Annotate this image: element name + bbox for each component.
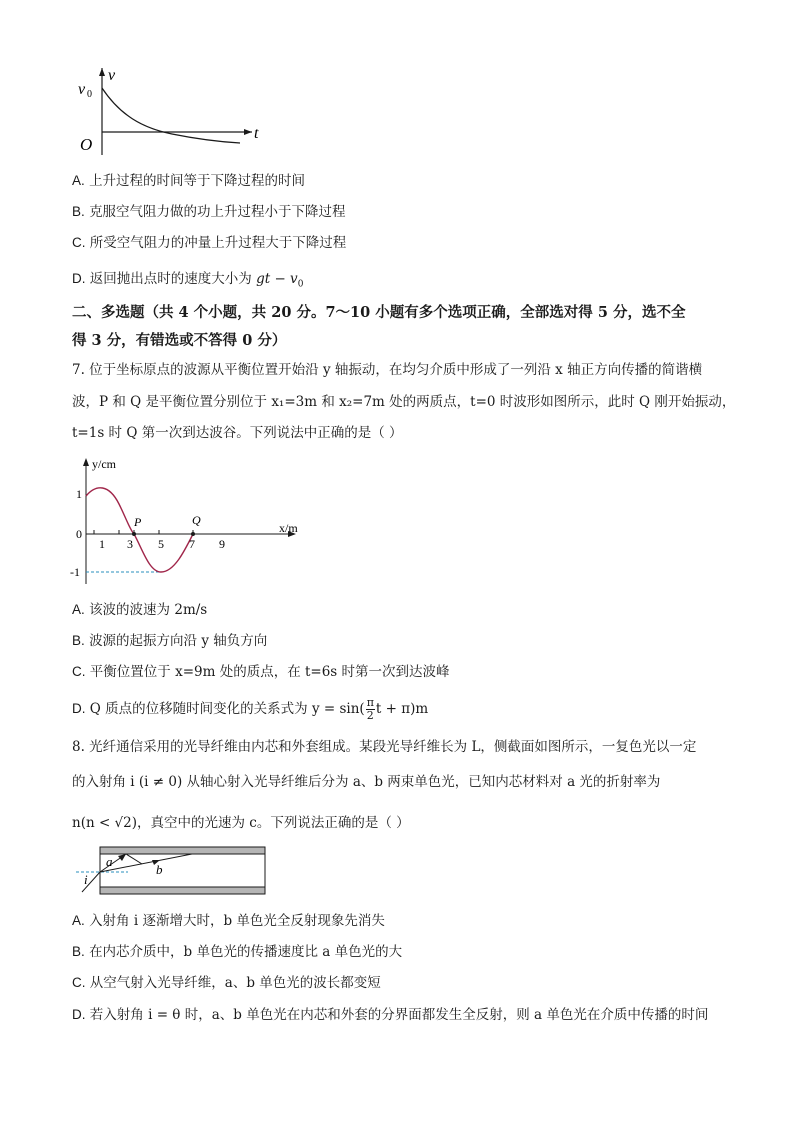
incident-angle-label: i <box>84 872 88 887</box>
q7-stem-line2: 波，P 和 Q 是平衡位置分别位于 x₁=3m 和 x₂=7m 处的两质点，t=0 时波形如图所示，此时 Q 刚开始振动， <box>72 394 736 410</box>
q6-option-d: D. 返回抛出点时的速度大小为 gt − $v_0$ <box>72 271 304 290</box>
q7-stem-line3: t=1s 时 Q 第一次到达波谷。下列说法中正确的是（ ） <box>72 425 403 441</box>
q-label: Q <box>192 513 201 527</box>
p-label: P <box>134 515 142 529</box>
q7-option-b: B. 波源的起振方向沿 y 轴负方向 <box>72 633 268 649</box>
a-ray-label: a <box>106 854 113 869</box>
q8-stem-line2: 的入射角 i (i ≠ 0) 从轴心射入光导纤维后分为 a、b 两束单色光，已知内芯材料对 a 光的折射率为 <box>72 774 661 790</box>
v0-subscript: 0 <box>87 89 92 100</box>
section-heading-line1: 二、多选题（共 4 个小题，共 20 分。7～10 小题有多个选项正确，全部选对得 5 分，选不全 <box>72 304 686 321</box>
q6-option-c: C. 所受空气阻力的冲量上升过程大于下降过程 <box>72 235 347 251</box>
y-axis-label: y/cm <box>92 457 116 471</box>
q7-option-a: A. 该波的波速为 2m/s <box>72 602 208 618</box>
q7-option-d: D. Q 质点的位移随时间变化的关系式为 y = sin( $\frac{\pi}{2}$ t + π)m <box>72 696 429 722</box>
v-axis-label: v <box>108 67 116 84</box>
x-tick-3: 3 <box>127 537 133 551</box>
q7-stem-line1: 7. 位于坐标原点的波源从平衡位置开始沿 y 轴振动，在均匀介质中形成了一列沿 x 轴正方向传播的简谐横 <box>72 362 703 378</box>
x-tick-9: 9 <box>219 537 225 551</box>
q8-option-b: B. 在内芯介质中，b 单色光的传播速度比 a 单色光的大 <box>72 944 403 960</box>
y-tick-1: 1 <box>76 487 82 501</box>
q8-option-a: A. 入射角 i 逐渐增大时，b 单色光全反射现象先消失 <box>72 913 385 929</box>
optical-fiber-diagram <box>72 842 272 900</box>
t-axis-label: t <box>254 125 259 142</box>
b-ray-label: b <box>156 862 163 877</box>
q8-stem-line1: 8. 光纤通信采用的光导纤维由内芯和外套组成。某段光导纤维长为 L，侧截面如图所示，一复色光以一定 <box>72 739 697 755</box>
q8-option-c: C. 从空气射入光导纤维，a、b 单色光的波长都变短 <box>72 975 381 991</box>
q8-stem-line3: n(n < √2)，真空中的光速为 c。下列说法正确的是（ ） <box>72 815 410 831</box>
wave-graph <box>64 452 314 587</box>
pi-over-2-fraction: $\frac{\pi}{2}$ <box>366 696 374 722</box>
q6-option-b: B. 克服空气阻力做的功上升过程小于下降过程 <box>72 204 346 220</box>
section-heading-line2: 得 3 分，有错选或不答得 0 分） <box>72 332 287 349</box>
y-tick-0: 0 <box>76 527 82 541</box>
origin-label: O <box>80 135 93 154</box>
v0-label: v <box>78 81 86 98</box>
x-tick-7: 7 <box>189 537 195 551</box>
x-axis-label: x/m <box>279 521 298 535</box>
q8-option-d: D. 若入射角 i = θ 时，a、b 单色光在内芯和外套的分界面都发生全反射，则 a 单色光在介质中传播的时间 <box>72 1007 709 1023</box>
y-tick-neg1: -1 <box>70 565 80 579</box>
q6-option-a: A. 上升过程的时间等于下降过程的时间 <box>72 173 306 189</box>
q7-option-c: C. 平衡位置位于 x=9m 处的质点，在 t=6s 时第一次到达波峰 <box>72 664 450 680</box>
x-tick-5: 5 <box>158 537 164 551</box>
x-tick-1: 1 <box>99 537 105 551</box>
velocity-time-graph <box>72 60 272 160</box>
